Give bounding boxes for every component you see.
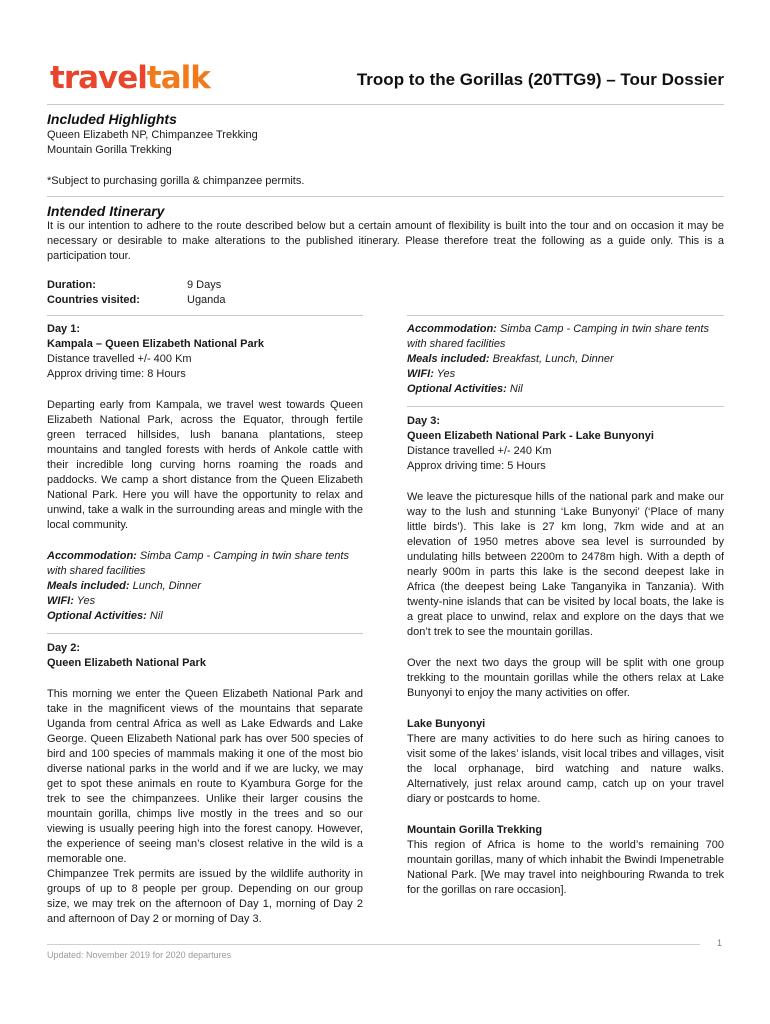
day3-distance: Distance travelled +/- 240 Km [407,445,552,457]
day1-wifi [47,594,363,609]
wifi-label: WIFI: [47,595,74,607]
day3-label: Day 3: [407,415,441,427]
itinerary-heading: Intended Itinerary [47,203,165,219]
day2-label: Day 2: [47,642,81,654]
day3-group-split: Over the next two days the group will be split with one group trekking to the mountain gorillas while the others relax at Lake Bunyonyi to enjoy the many activities on offer. [407,657,724,699]
wifi-label: WIFI: [407,368,434,380]
right-column [407,322,724,898]
gorilla-trekking-text: This region of Africa is home to the world’s remaining 700 mountain gorillas, many of which inhabit the Bwindi Impenetrable National Park. [We may travel into neighbouring Rwanda to trek for the gorillas on rare occasion]. [407,839,724,896]
day3-route: Queen Elizabeth National Park - Lake Bunyonyi [407,430,654,442]
highlight-line-1: Queen Elizabeth NP, Chimpanzee Trekking [47,129,258,141]
countries-label: Countries visited: [47,294,140,306]
document-title: Troop to the Gorillas (20TTG9) – Tour Dossier [356,70,724,89]
day1-optional [47,609,363,624]
right-column-top-divider [407,315,724,316]
meals-value: Lunch, Dinner [129,580,202,592]
page-number: 1 [716,938,722,948]
traveltalk-logo [50,58,210,98]
day1-route: Kampala – Queen Elizabeth National Park [47,338,265,350]
duration-label: Duration: [47,279,96,291]
day1-driving-time: Approx driving time: 8 Hours [47,368,186,380]
itinerary-intro: It is our intention to adhere to the route described below but a certain amount of flexibility is built into the tour and on occasion it may be necessary or desirable to make alterations to the published itinerary. Please therefore treat the following as a guide only. This is a participation tour. [47,220,724,262]
countries-value: Uganda [187,294,226,306]
gorilla-trekking-heading: Mountain Gorilla Trekking [407,824,543,836]
header-divider [47,104,724,105]
optional-value: Nil [506,383,523,395]
lake-bunyonyi-text: There are many activities to do here such as hiring canoes to visit some of the lakes’ islands, visit local tribes and villages, visit the local orphanage, bird watching and nature walks. Alternatively, just relax around camp, catch up on your travel diary or postcards to home. [407,733,724,805]
meals-label: Meals included: [407,353,490,365]
day2-meals [407,352,724,367]
optional-label: Optional Activities: [47,610,147,622]
day2-route: Queen Elizabeth National Park [47,657,206,669]
meals-label: Meals included: [47,580,130,592]
accommodation-label: Accommodation: [47,550,137,562]
day1-description: Departing early from Kampala, we travel west towards Queen Elizabeth National Park, across the Equator, through fertile green terraced hillsides, lush banana plantations, steep mountains and tangled forests with herds of Ankole cattle with their incredible long curving horns roaming the roads and paddocks. We camp a short distance from the Queen Elizabeth National Park. Here you will have the opportunity to relax and unwind, take a walk in the surrounding areas and mingle with the local community. [47,399,363,531]
accommodation-value: Simba Camp - Camping in twin share tents with shared facilities [47,550,349,577]
day1-distance: Distance travelled +/- 400 Km [47,353,192,365]
lake-bunyonyi-heading: Lake Bunyonyi [407,718,486,730]
left-column-top-divider [47,315,363,316]
left-column [47,322,363,927]
day2-accommodation [407,322,724,352]
highlights-heading: Included Highlights [47,111,177,127]
logo-part2: talk [146,60,210,96]
day3-driving-time: Approx driving time: 5 Hours [407,460,546,472]
day1-accommodation [47,549,363,579]
optional-label: Optional Activities: [407,383,507,395]
day2-permits: Chimpanzee Trek permits are issued by the wildlife authority in groups of up to 8 people per group. Depending on our group size, we may trek on the afternoon of Day 1, morning of Day 2 and afternoon of Day 2 or morning of Day 3. [47,868,363,925]
wifi-value: Yes [73,595,96,607]
day2-wifi [407,367,724,382]
duration-value: 9 Days [187,279,222,291]
footer-divider [47,944,700,945]
accommodation-label: Accommodation: [407,323,497,335]
footer-updated: Updated: November 2019 for 2020 departures [47,950,232,960]
day3-description: We leave the picturesque hills of the national park and make our way to the lush and stunning ‘Lake Bunyonyi’ (‘Place of many little birds’). This lake is 27 km long, 7km wide and at an elevation of 1950 metres above sea level is surrounded by undulating hills between 2200m to 2478m high. With a depth of nearly 900m in parts this lake is the second deepest lake in Africa (the deepest being Lake Tanganyika in Tanzania). With twenty-nine islands that can be visited by local boats, the lake is a great place to unwind, relax and explore on the days that we don’t trek to see the mountain gorillas. [407,491,724,638]
day1-divider [47,633,363,634]
day2-optional [407,382,724,397]
wifi-value: Yes [433,368,456,380]
highlights-divider [47,196,724,197]
day1-meals [47,579,363,594]
day2-divider [407,406,724,407]
optional-value: Nil [146,610,163,622]
meals-value: Breakfast, Lunch, Dinner [489,353,614,365]
logo-part1: travel [50,60,147,96]
day1-label: Day 1: [47,323,81,335]
permits-note: *Subject to purchasing gorilla & chimpanzee permits. [47,175,305,187]
highlight-line-2: Mountain Gorilla Trekking [47,144,172,156]
day2-description: This morning we enter the Queen Elizabeth National Park and take in the magnificent views of the mountains that separate Uganda from central Africa as well as Lake Edwards and Lake George. Queen Elizabeth National park has over 500 species of bird and 100 species of mammals making it one of the most bio diverse national parks in the world and if we are lucky, we may get to spot these animals en route to Kyambura Gorge for the trek to see the chimpanzees. Unlike their larger cousins the mountain gorilla, chimps live mostly in the trees and so our viewing is usually peering high into the forest canopy. However, the experience of seeing man’s closest relative in the wild is a memorable one. [47,688,363,865]
accommodation-value: Simba Camp - Camping in twin share tents with shared facilities [407,323,709,350]
